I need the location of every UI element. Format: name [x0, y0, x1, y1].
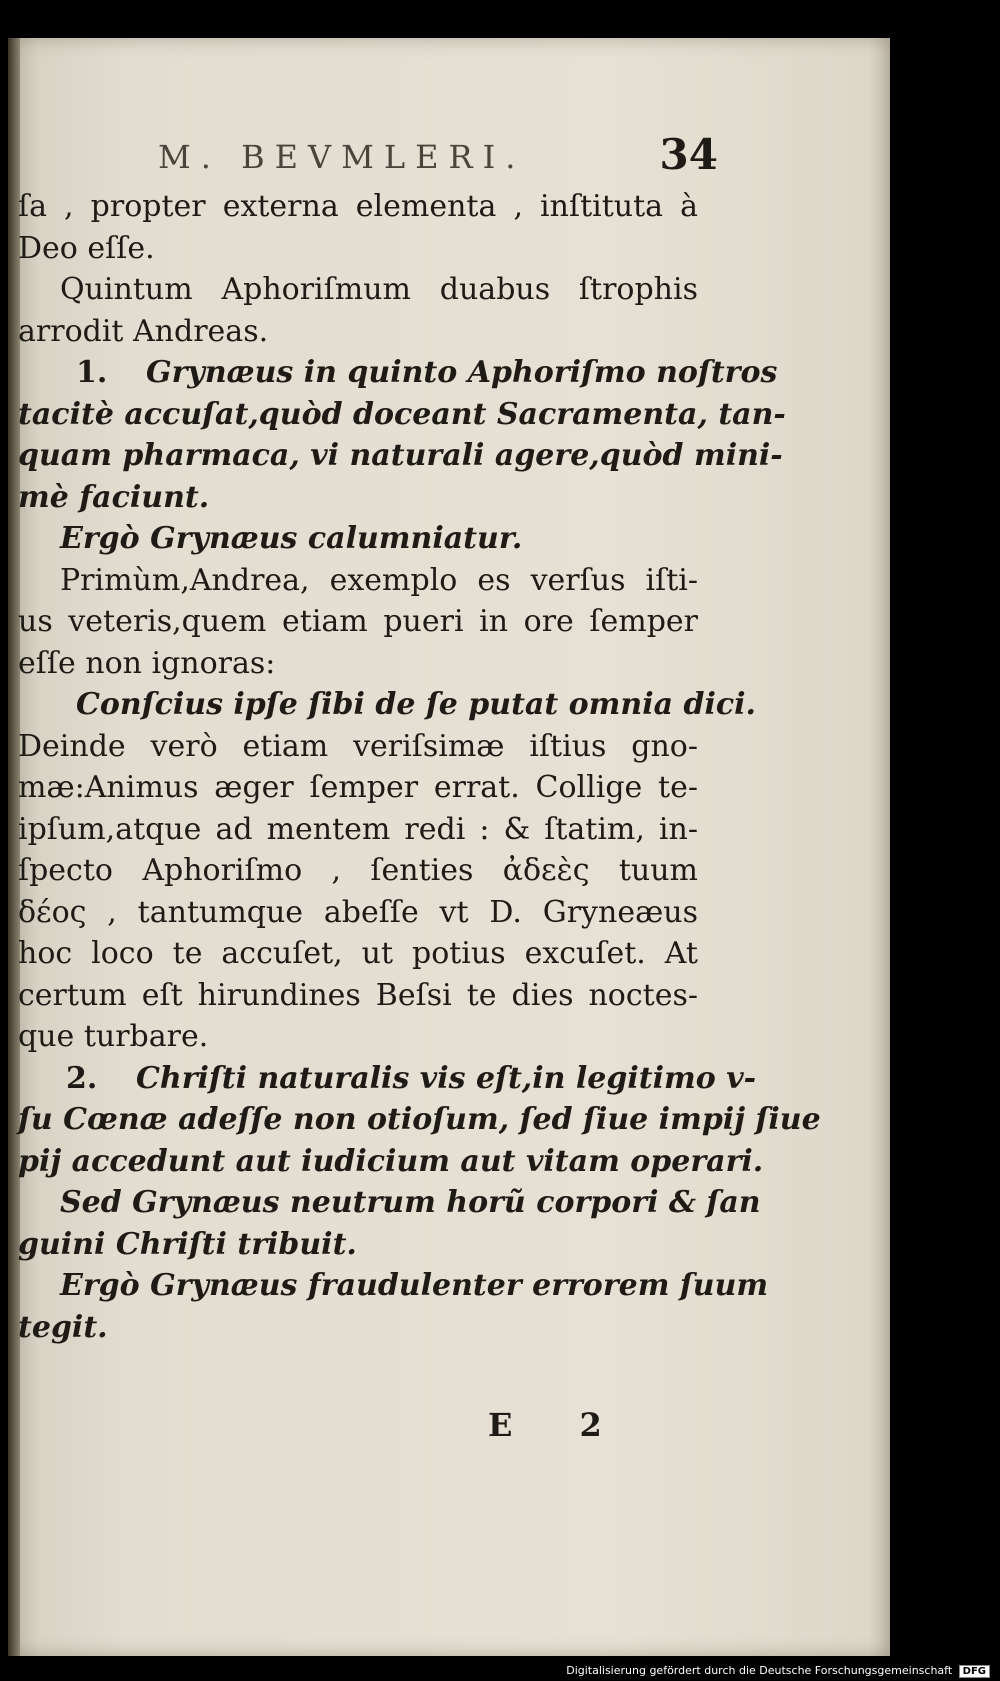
running-head: M. BEVMLERI.: [158, 138, 526, 176]
text-line: Ergò Grynæus calumniatur.: [60, 521, 523, 556]
item-number: 2.: [66, 1060, 98, 1096]
text-line: Primùm,Andrea, exemplo es verſus iſti-: [60, 562, 698, 598]
digitization-footer: [566, 1664, 990, 1678]
item-number: 1.: [76, 355, 108, 390]
text-line: [18, 1058, 757, 1100]
text-line: pij accedunt aut iudicium aut vitam operari.: [18, 1143, 764, 1179]
text-line: quam pharmaca, vi naturali agere,quòd mini-: [18, 438, 783, 473]
text-line: Sed Grynæus neutrum horũ corpori & ſan: [60, 1185, 761, 1220]
footer-text: Digitalisierung gefördert durch die Deutsche Forschungsgemeinschaft: [566, 1664, 953, 1677]
dfg-logo: DFG: [959, 1665, 990, 1678]
text-line: ipſum,atque ad mentem redi : & ſtatim, in-: [18, 811, 698, 847]
text-line: [18, 352, 778, 394]
text-line: mè faciunt.: [18, 479, 210, 515]
text-line: mæ:Animus æger ſemper errat. Collige te-: [18, 770, 698, 805]
text-line: arrodit Andreas.: [18, 313, 269, 349]
text-line: δέος , tantumque abeſſe vt D. Gryneæus: [18, 894, 698, 930]
text-line: Ergò Grynæus fraudulenter errorem ſuum: [60, 1268, 769, 1303]
page-header: [158, 130, 718, 190]
signature-mark: E 2: [488, 1406, 630, 1444]
text-line: certum eſt hirundines Beſsi te dies noctes-: [18, 977, 698, 1013]
text-line-content: Chriſti naturalis vis eſt,in legitimo v-: [136, 1060, 757, 1096]
text-line: ſu Cœnæ adeſſe non otioſum, ſed ſiue impij ſiue: [18, 1102, 821, 1137]
text-line: us veteris,quem etiam pueri in ore ſemper: [18, 604, 698, 639]
text-line: tacitè accuſat,quòd doceant Sacramenta, tan-: [18, 396, 786, 432]
text-line: Deinde verò etiam veriſsimæ iſtius gno-: [18, 728, 698, 764]
text-line: Quintum Aphoriſmum duabus ſtrophis: [60, 272, 698, 307]
book-page: [8, 38, 890, 1656]
text-line: guini Chriſti tribuit.: [18, 1226, 357, 1262]
text-line: eſſe non ignoras:: [18, 645, 276, 681]
text-line: ſa , propter externa elementa , inſtituta à: [18, 189, 698, 224]
text-line: Deo eſſe.: [18, 230, 155, 266]
text-line-content: Grynæus in quinto Aphoriſmo noſtros: [146, 355, 778, 390]
text-line: ſpecto Aphoriſmo , ſenties ἀδεὲς tuum: [18, 853, 698, 888]
text-line: Conſcius ipſe ſibi de ſe putat omnia dici.: [76, 687, 756, 722]
body-text: [18, 186, 821, 1348]
text-line: hoc loco te accuſet, ut potius excuſet. At: [18, 936, 698, 971]
text-line: que turbare.: [18, 1019, 209, 1054]
text-line: tegit.: [18, 1309, 108, 1345]
page-number: 34: [659, 130, 718, 179]
